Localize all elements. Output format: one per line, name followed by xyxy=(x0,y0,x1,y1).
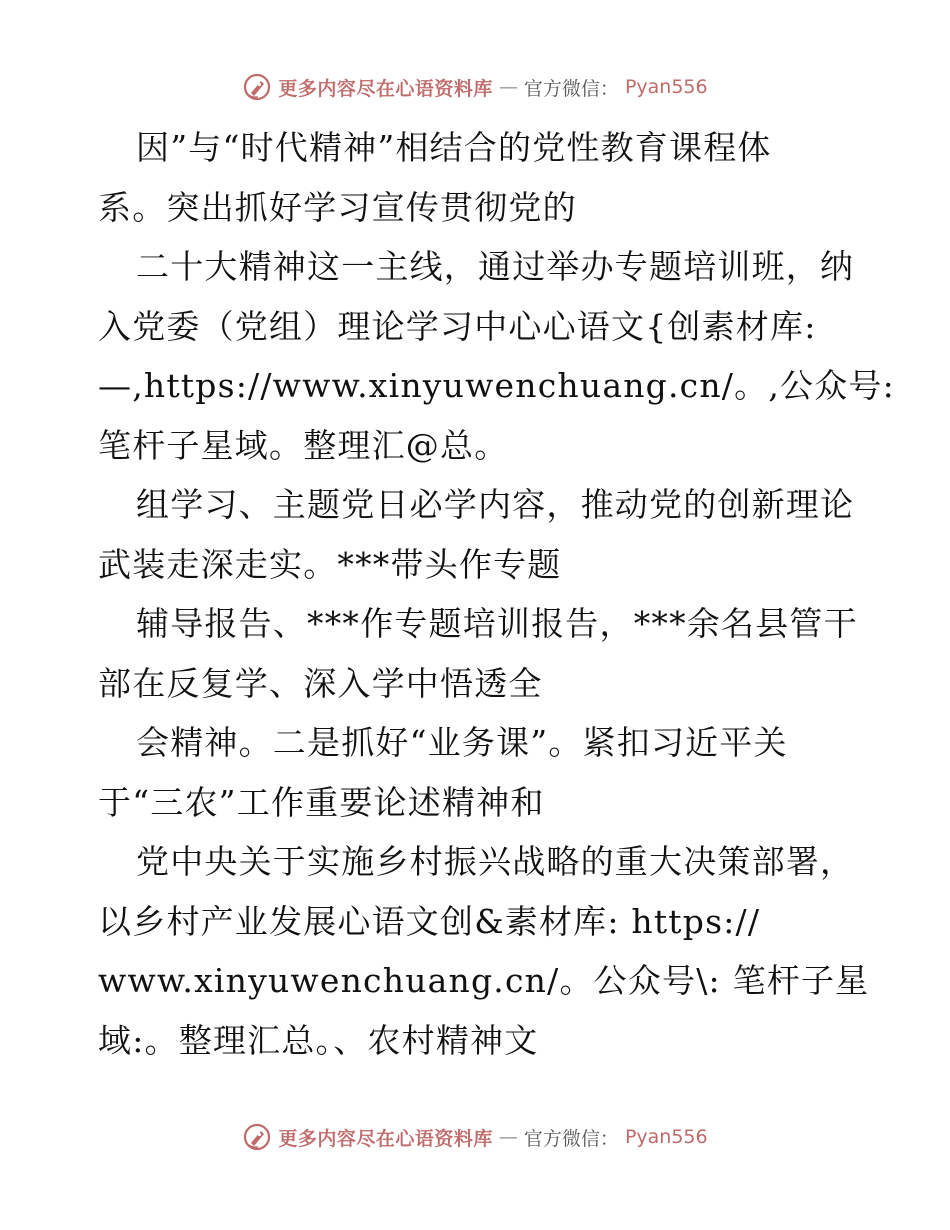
text-line: 党中央关于实施乡村振兴战略的重大决策部署， xyxy=(136,842,855,881)
text-line: 系。突出抓好学习宣传贯彻党的 xyxy=(98,187,577,227)
text-line: 会精神。二是抓好“业务课”。紧扣习近平关 xyxy=(136,723,788,762)
text-line: 武装走深走实。***带头作专题 xyxy=(98,544,562,584)
header-watermark xyxy=(0,72,950,102)
text-line: 笔杆子星域。整理汇@总。 xyxy=(98,425,509,465)
watermark-wechat-id: Pyan556 xyxy=(624,1126,708,1148)
text-line: —,https://www.xinyuwenchuang.cn/。,公众号: xyxy=(98,366,895,405)
text-line: 二十大精神这一主线，通过举办专题培训班，纳 xyxy=(136,247,855,286)
text-line: 域:。整理汇总。、农村精神文 xyxy=(98,1020,539,1060)
text-line: 组学习、主题党日必学内容，推动党的创新理论 xyxy=(136,485,855,524)
watermark-dash: — xyxy=(498,76,518,98)
footer-watermark xyxy=(0,1122,950,1152)
text-line: 部在反复学、深入学中悟透全 xyxy=(98,663,543,703)
text-line: 入党委（党组）理论学习中心心语文{创素材库: xyxy=(98,306,817,346)
watermark-wechat-id: Pyan556 xyxy=(624,76,708,98)
watermark-label: 官方微信： xyxy=(523,1127,619,1150)
watermark-text: 更多内容尽在心语资料库 xyxy=(278,77,493,100)
document-body xyxy=(98,118,895,1070)
text-line: 以乡村产业发展心语文创&素材库: https:// xyxy=(98,901,761,941)
pen-nib-logo-icon xyxy=(242,1122,272,1152)
watermark-label: 官方微信： xyxy=(523,77,619,100)
text-line: 辅导报告、***作专题培训报告，***余名县管干 xyxy=(136,604,858,643)
text-line: www.xinyuwenchuang.cn/。公众号\: 笔杆子星 xyxy=(98,961,870,1000)
text-line: 因”与“时代精神”相结合的党性教育课程体 xyxy=(136,128,772,167)
watermark-text: 更多内容尽在心语资料库 xyxy=(278,1127,493,1150)
watermark-dash: — xyxy=(498,1126,518,1148)
pen-nib-logo-icon xyxy=(242,72,272,102)
text-line: 于“三农”工作重要论述精神和 xyxy=(98,782,545,822)
